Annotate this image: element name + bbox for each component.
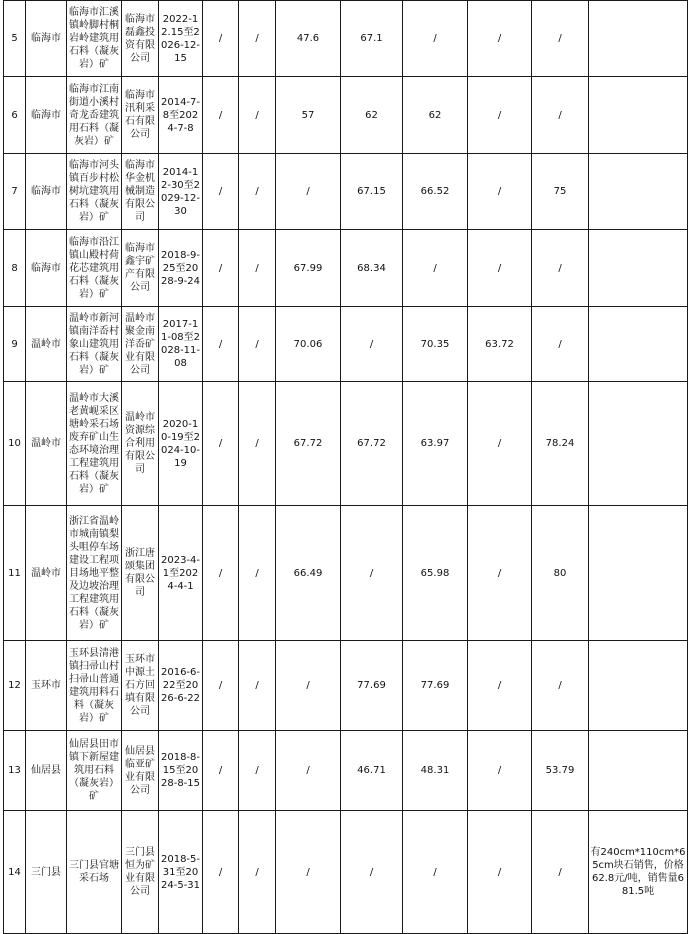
mine-name-cell: 临海市汇溪镇岭脚村桐岩岭建筑用石料（凝灰岩）矿 <box>67 1 122 77</box>
license-period-cell: 2023-4-1至2024-4-1 <box>159 506 203 641</box>
value-cell: / <box>341 506 403 641</box>
value-cell: 53.79 <box>532 731 589 811</box>
value-cell: / <box>341 811 403 934</box>
value-cell: / <box>239 641 276 731</box>
value-cell: 77.69 <box>403 641 468 731</box>
value-cell: / <box>468 811 532 934</box>
city-cell: 临海市 <box>26 230 67 307</box>
license-period-cell: 2018-9-25至2028-9-24 <box>159 230 203 307</box>
row-number: 11 <box>4 506 26 641</box>
row-number: 5 <box>4 1 26 77</box>
row-number: 10 <box>4 382 26 506</box>
value-cell: 77.69 <box>341 641 403 731</box>
value-cell: / <box>341 307 403 382</box>
table-row <box>4 77 688 154</box>
value-cell: / <box>203 1 239 77</box>
table-row <box>4 154 688 230</box>
value-cell: 63.72 <box>468 307 532 382</box>
license-period-cell: 2014-7-8至2024-7-8 <box>159 77 203 154</box>
value-cell: 78.24 <box>532 382 589 506</box>
value-cell: 48.31 <box>403 731 468 811</box>
table-row <box>4 382 688 506</box>
mine-name-cell: 浙江省温岭市城南镇梨头咀停车场建设工程项目场地平整及边坡治理工程建筑用石料（凝灰岩）矿 <box>67 506 122 641</box>
note-cell <box>589 1 688 77</box>
table-row <box>4 641 688 731</box>
value-cell: / <box>203 731 239 811</box>
value-cell: 67.15 <box>341 154 403 230</box>
note-cell: 有240cm*110cm*65cm块石销售，价格62.8元/吨，销售量681.5吨 <box>589 811 688 934</box>
license-period-cell: 2022-12.15至2026-12-15 <box>159 1 203 77</box>
value-cell: / <box>532 811 589 934</box>
city-cell: 玉环市 <box>26 641 67 731</box>
row-number: 12 <box>4 641 26 731</box>
company-cell: 温岭市资源综合利用有限公司 <box>122 382 159 506</box>
company-cell: 玉环市中源土石方回填有限公司 <box>122 641 159 731</box>
value-cell: 67.72 <box>341 382 403 506</box>
value-cell: / <box>203 230 239 307</box>
value-cell: / <box>203 641 239 731</box>
value-cell: / <box>468 731 532 811</box>
value-cell: / <box>468 154 532 230</box>
row-number: 14 <box>4 811 26 934</box>
data-table <box>3 0 688 934</box>
value-cell: / <box>276 811 341 934</box>
value-cell: / <box>532 307 589 382</box>
mine-name-cell: 玉环县清港镇扫帚山村扫帚山普通建筑用料石料（凝灰岩）矿 <box>67 641 122 731</box>
city-cell: 温岭市 <box>26 382 67 506</box>
company-cell: 临海市汛利采石有限公司 <box>122 77 159 154</box>
value-cell: 67.72 <box>276 382 341 506</box>
city-cell: 温岭市 <box>26 506 67 641</box>
value-cell: / <box>468 1 532 77</box>
value-cell: / <box>239 731 276 811</box>
value-cell: 47.6 <box>276 1 341 77</box>
value-cell: / <box>468 382 532 506</box>
row-number: 9 <box>4 307 26 382</box>
value-cell: / <box>403 811 468 934</box>
license-period-cell: 2018-8-15至2028-8-15 <box>159 731 203 811</box>
value-cell: / <box>239 811 276 934</box>
mine-name-cell: 临海市江南街道小溪村奇龙岙建筑用石料（凝灰岩）矿 <box>67 77 122 154</box>
value-cell: 66.49 <box>276 506 341 641</box>
value-cell: / <box>203 811 239 934</box>
license-period-cell: 2016-6-22至2026-6-22 <box>159 641 203 731</box>
value-cell: / <box>203 382 239 506</box>
value-cell: 46.71 <box>341 731 403 811</box>
row-number: 8 <box>4 230 26 307</box>
value-cell: / <box>239 77 276 154</box>
value-cell: 75 <box>532 154 589 230</box>
note-cell <box>589 506 688 641</box>
value-cell: / <box>532 641 589 731</box>
license-period-cell: 2020-10-19至2024-10-19 <box>159 382 203 506</box>
value-cell: / <box>532 230 589 307</box>
company-cell: 三门县恒为矿业有限公司 <box>122 811 159 934</box>
mine-name-cell: 温岭市大溪老黄岘采区塘岭采石场废弃矿山生态环境治理工程建筑用石料（凝灰岩）矿 <box>67 382 122 506</box>
mine-name-cell: 温岭市新河镇南洋岙村象山建筑用石料（凝灰岩）矿 <box>67 307 122 382</box>
company-cell: 临海市磊鑫投资有限公司 <box>122 1 159 77</box>
note-cell <box>589 77 688 154</box>
value-cell: / <box>468 77 532 154</box>
city-cell: 三门县 <box>26 811 67 934</box>
value-cell: 67.1 <box>341 1 403 77</box>
company-cell: 浙江唐颂集团有限公司 <box>122 506 159 641</box>
company-cell: 仙居县临亚矿业有限公司 <box>122 731 159 811</box>
value-cell: / <box>239 382 276 506</box>
value-cell: / <box>276 731 341 811</box>
mine-name-cell: 仙居县田市镇下新屋建筑用石料（凝灰岩）矿 <box>67 731 122 811</box>
company-cell: 温岭市聚金南洋岙矿业有限公司 <box>122 307 159 382</box>
note-cell <box>589 641 688 731</box>
city-cell: 临海市 <box>26 154 67 230</box>
value-cell: / <box>239 154 276 230</box>
value-cell: / <box>403 1 468 77</box>
note-cell <box>589 382 688 506</box>
value-cell: / <box>276 154 341 230</box>
note-cell <box>589 154 688 230</box>
value-cell: 65.98 <box>403 506 468 641</box>
value-cell: / <box>468 641 532 731</box>
table-row <box>4 230 688 307</box>
mine-name-cell: 临海市沿江镇山殿村荷花芯建筑用石料（凝灰岩）矿 <box>67 230 122 307</box>
value-cell: / <box>239 1 276 77</box>
value-cell: 67.99 <box>276 230 341 307</box>
value-cell: / <box>403 230 468 307</box>
value-cell: / <box>239 307 276 382</box>
value-cell: 57 <box>276 77 341 154</box>
note-cell <box>589 307 688 382</box>
value-cell: / <box>468 506 532 641</box>
table-body <box>4 1 688 934</box>
company-cell: 临海市鑫宇矿产有限公司 <box>122 230 159 307</box>
table-row <box>4 307 688 382</box>
license-period-cell: 2017-11-08至2028-11-08 <box>159 307 203 382</box>
city-cell: 仙居县 <box>26 731 67 811</box>
value-cell: / <box>532 77 589 154</box>
value-cell: / <box>203 77 239 154</box>
city-cell: 温岭市 <box>26 307 67 382</box>
value-cell: 63.97 <box>403 382 468 506</box>
value-cell: 70.06 <box>276 307 341 382</box>
mine-name-cell: 临海市河头镇百步村松树坑建筑用石料（凝灰岩）矿 <box>67 154 122 230</box>
note-cell <box>589 731 688 811</box>
license-period-cell: 2014-12-30至2029-12-30 <box>159 154 203 230</box>
value-cell: / <box>468 230 532 307</box>
table-row <box>4 1 688 77</box>
value-cell: 70.35 <box>403 307 468 382</box>
value-cell: 62 <box>341 77 403 154</box>
city-cell: 临海市 <box>26 77 67 154</box>
value-cell: 80 <box>532 506 589 641</box>
table-row <box>4 731 688 811</box>
row-number: 13 <box>4 731 26 811</box>
value-cell: / <box>276 641 341 731</box>
value-cell: 66.52 <box>403 154 468 230</box>
table-row <box>4 811 688 934</box>
value-cell: / <box>239 506 276 641</box>
note-cell <box>589 230 688 307</box>
mine-name-cell: 三门县官塘采石场 <box>67 811 122 934</box>
row-number: 6 <box>4 77 26 154</box>
value-cell: / <box>532 1 589 77</box>
company-cell: 临海市华金机械制造有限公司 <box>122 154 159 230</box>
city-cell: 临海市 <box>26 1 67 77</box>
row-number: 7 <box>4 154 26 230</box>
license-period-cell: 2018-5-31至2024-5-31 <box>159 811 203 934</box>
value-cell: / <box>203 506 239 641</box>
value-cell: 68.34 <box>341 230 403 307</box>
value-cell: / <box>203 154 239 230</box>
value-cell: / <box>203 307 239 382</box>
table-row <box>4 506 688 641</box>
value-cell: 62 <box>403 77 468 154</box>
value-cell: / <box>239 230 276 307</box>
